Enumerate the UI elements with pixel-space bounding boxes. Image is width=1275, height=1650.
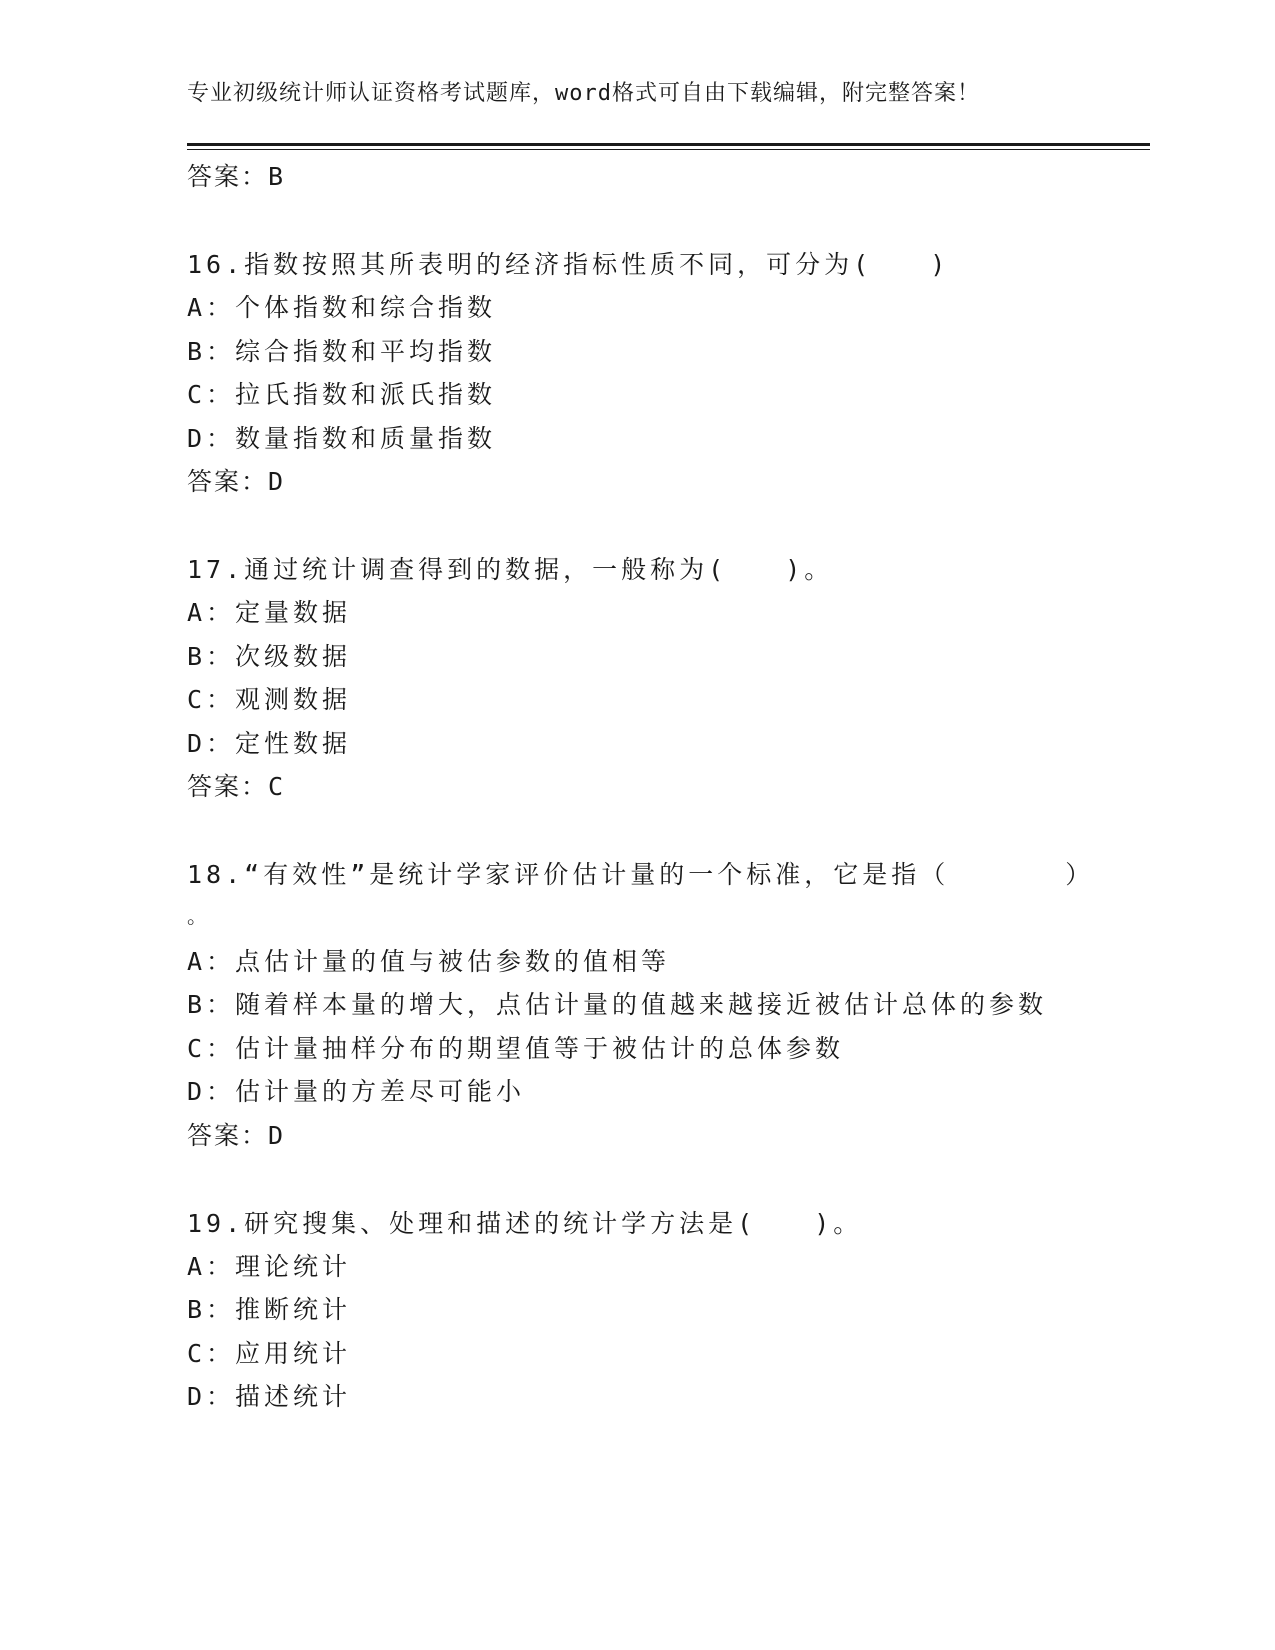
question-17-stem: 17.通过统计调查得到的数据，一般称为( )。 xyxy=(187,555,834,584)
question-16-option-d: D：数量指数和质量指数 xyxy=(187,424,497,453)
question-16-stem: 16.指数按照其所表明的经济指标性质不同，可分为( ) xyxy=(187,250,950,279)
answer-label: 答案： xyxy=(187,467,269,496)
answer-value: B xyxy=(268,162,284,191)
question-16-option-b: B：综合指数和平均指数 xyxy=(187,337,497,366)
answer-label: 答案： xyxy=(187,1121,269,1150)
answer-value: C xyxy=(268,772,284,801)
question-16-option-c: C：拉氏指数和派氏指数 xyxy=(187,380,497,409)
header-rule-thick xyxy=(187,143,1150,146)
question-18-stem: 18.“有效性”是统计学家评价估计量的一个标准，它是指（ ） xyxy=(187,860,1095,889)
question-17-option-b: B：次级数据 xyxy=(187,642,352,671)
question-19-option-c: C：应用统计 xyxy=(187,1339,352,1368)
question-18-stem-tail: 。 xyxy=(187,904,207,928)
page-header: 专业初级统计师认证资格考试题库，word格式可自由下载编辑，附完整答案！ xyxy=(187,81,980,106)
answer-value: D xyxy=(268,1121,284,1150)
question-19-option-d: D：描述统计 xyxy=(187,1382,352,1411)
question-19-option-a: A：理论统计 xyxy=(187,1252,352,1281)
header-rule-thin xyxy=(187,149,1150,150)
answer-value: D xyxy=(268,467,284,496)
question-18-option-c: C：估计量抽样分布的期望值等于被估计的总体参数 xyxy=(187,1034,845,1063)
answer-label: 答案： xyxy=(187,772,269,801)
question-18-option-d: D：估计量的方差尽可能小 xyxy=(187,1077,526,1106)
question-18-option-a: A：点估计量的值与被估参数的值相等 xyxy=(187,947,671,976)
question-17-option-d: D：定性数据 xyxy=(187,729,352,758)
question-17-option-a: A：定量数据 xyxy=(187,598,352,627)
question-18-answer xyxy=(187,1116,283,1152)
answer-label: 答案： xyxy=(187,162,269,191)
answer-line xyxy=(187,157,283,193)
question-18-option-b: B：随着样本量的增大，点估计量的值越来越接近被估计总体的参数 xyxy=(187,990,1048,1019)
question-17-option-c: C：观测数据 xyxy=(187,685,352,714)
question-19-stem: 19.研究搜集、处理和描述的统计学方法是( )。 xyxy=(187,1209,863,1238)
question-16-option-a: A：个体指数和综合指数 xyxy=(187,293,497,322)
question-19-option-b: B：推断统计 xyxy=(187,1295,352,1324)
question-17-answer xyxy=(187,767,283,803)
question-16-answer xyxy=(187,462,283,498)
